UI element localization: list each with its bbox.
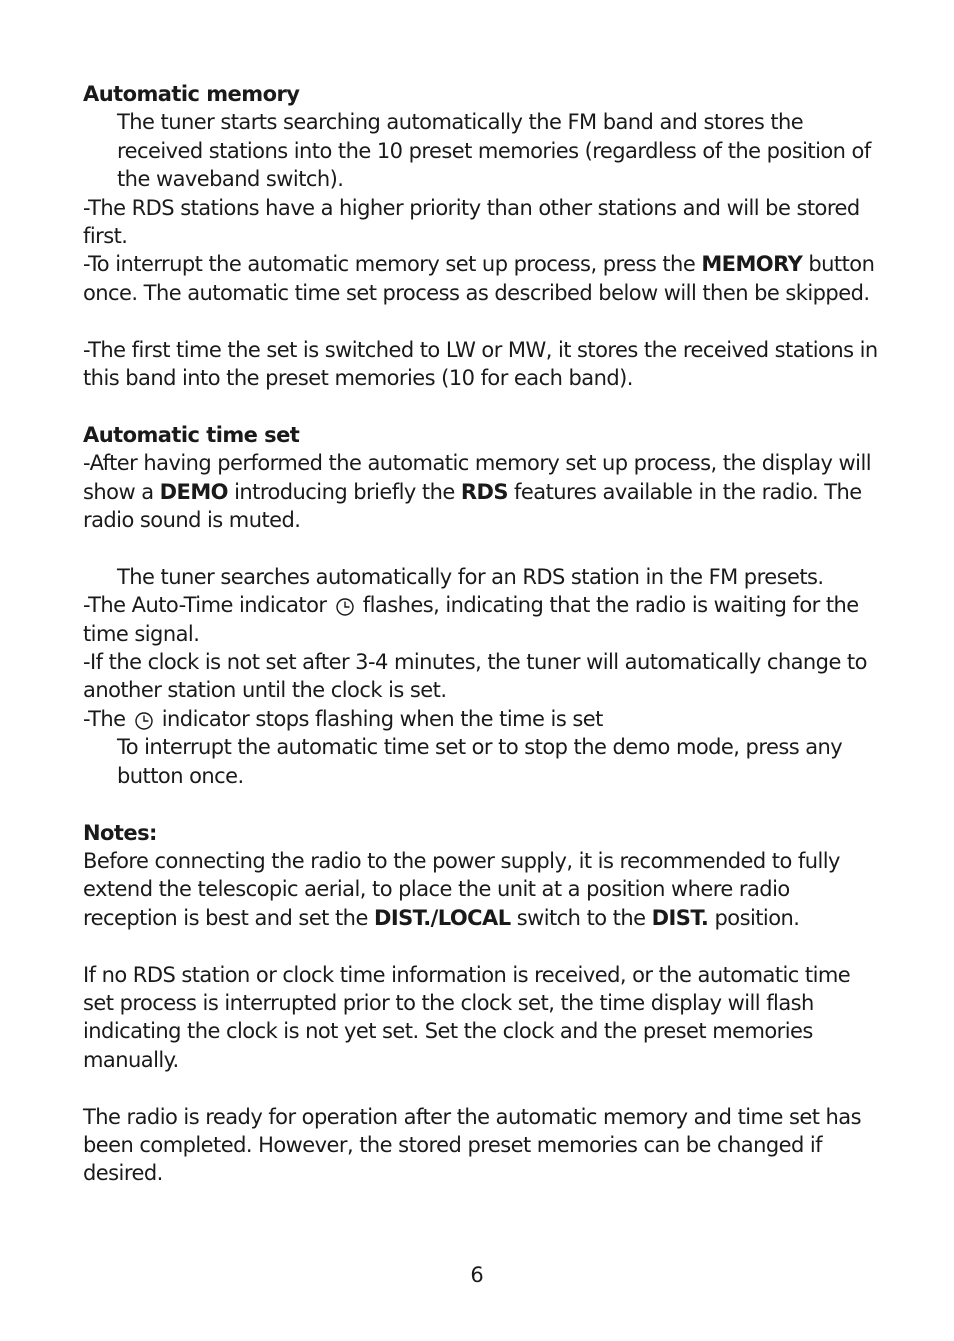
memory-button-label: MEMORY: [701, 252, 803, 277]
paragraph: -If the clock is not set after 3-4 minutes, the tuner will automatically change to another station until the clock is set.: [83, 650, 867, 703]
clock-icon: [335, 597, 355, 617]
heading-automatic-time-set: Automatic time set: [83, 422, 300, 447]
rds-label: RDS: [460, 479, 508, 504]
paragraph: The tuner starts searching automatically the FM band and stores the received stations into the 10 preset memories (regardless of the position of the waveband switch).: [117, 110, 871, 192]
dist-label: DIST.: [651, 905, 709, 930]
heading-automatic-memory: Automatic memory: [83, 82, 300, 106]
heading-notes: Notes:: [83, 820, 157, 845]
clock-icon: [134, 711, 154, 731]
demo-label: DEMO: [159, 479, 228, 504]
page-number: 6: [470, 1263, 484, 1287]
manual-page: [83, 80, 883, 1188]
paragraph: To interrupt the automatic time set or to stop the demo mode, press any button once.: [117, 735, 843, 788]
paragraph: -The Auto-Time indicator flashes, indicating that the radio is waiting for the time signal.: [83, 593, 859, 646]
paragraph: The tuner searches automatically for an RDS station in the FM presets.: [117, 564, 824, 589]
paragraph: Before connecting the radio to the power supply, it is recommended to fully extend the telescopic aerial, to place the unit at a position where radio reception is best and set the DIST./LOCAL switch to the DIST. position.: [83, 848, 840, 930]
paragraph: -After having performed the automatic memory set up process, the display will show a DEMO introducing briefly the RDS features available in the radio. The radio sound is muted.: [83, 451, 872, 533]
dist-local-label: DIST./LOCAL: [373, 905, 511, 930]
paragraph: -The RDS stations have a higher priority than other stations and will be stored first.: [83, 195, 860, 249]
paragraph: -The first time the set is switched to LW or MW, it stores the received stations in this band into the preset memories (10 for each band).: [83, 337, 878, 391]
paragraph: If no RDS station or clock time information is received, or the automatic time set process is interrupted prior to the clock set, the time display will flash indicating the clock is not yet set. Set the clock and the preset memories manually.: [83, 962, 851, 1072]
paragraph: The radio is ready for operation after the automatic memory and time set has been completed. However, the stored preset memories can be changed if desired.: [83, 1104, 862, 1186]
paragraph: -The indicator stops flashing when the time is set: [83, 706, 603, 731]
paragraph: -To interrupt the automatic memory set up process, press the MEMORY button once. The automatic time set process as described below will then be skipped.: [83, 252, 875, 305]
